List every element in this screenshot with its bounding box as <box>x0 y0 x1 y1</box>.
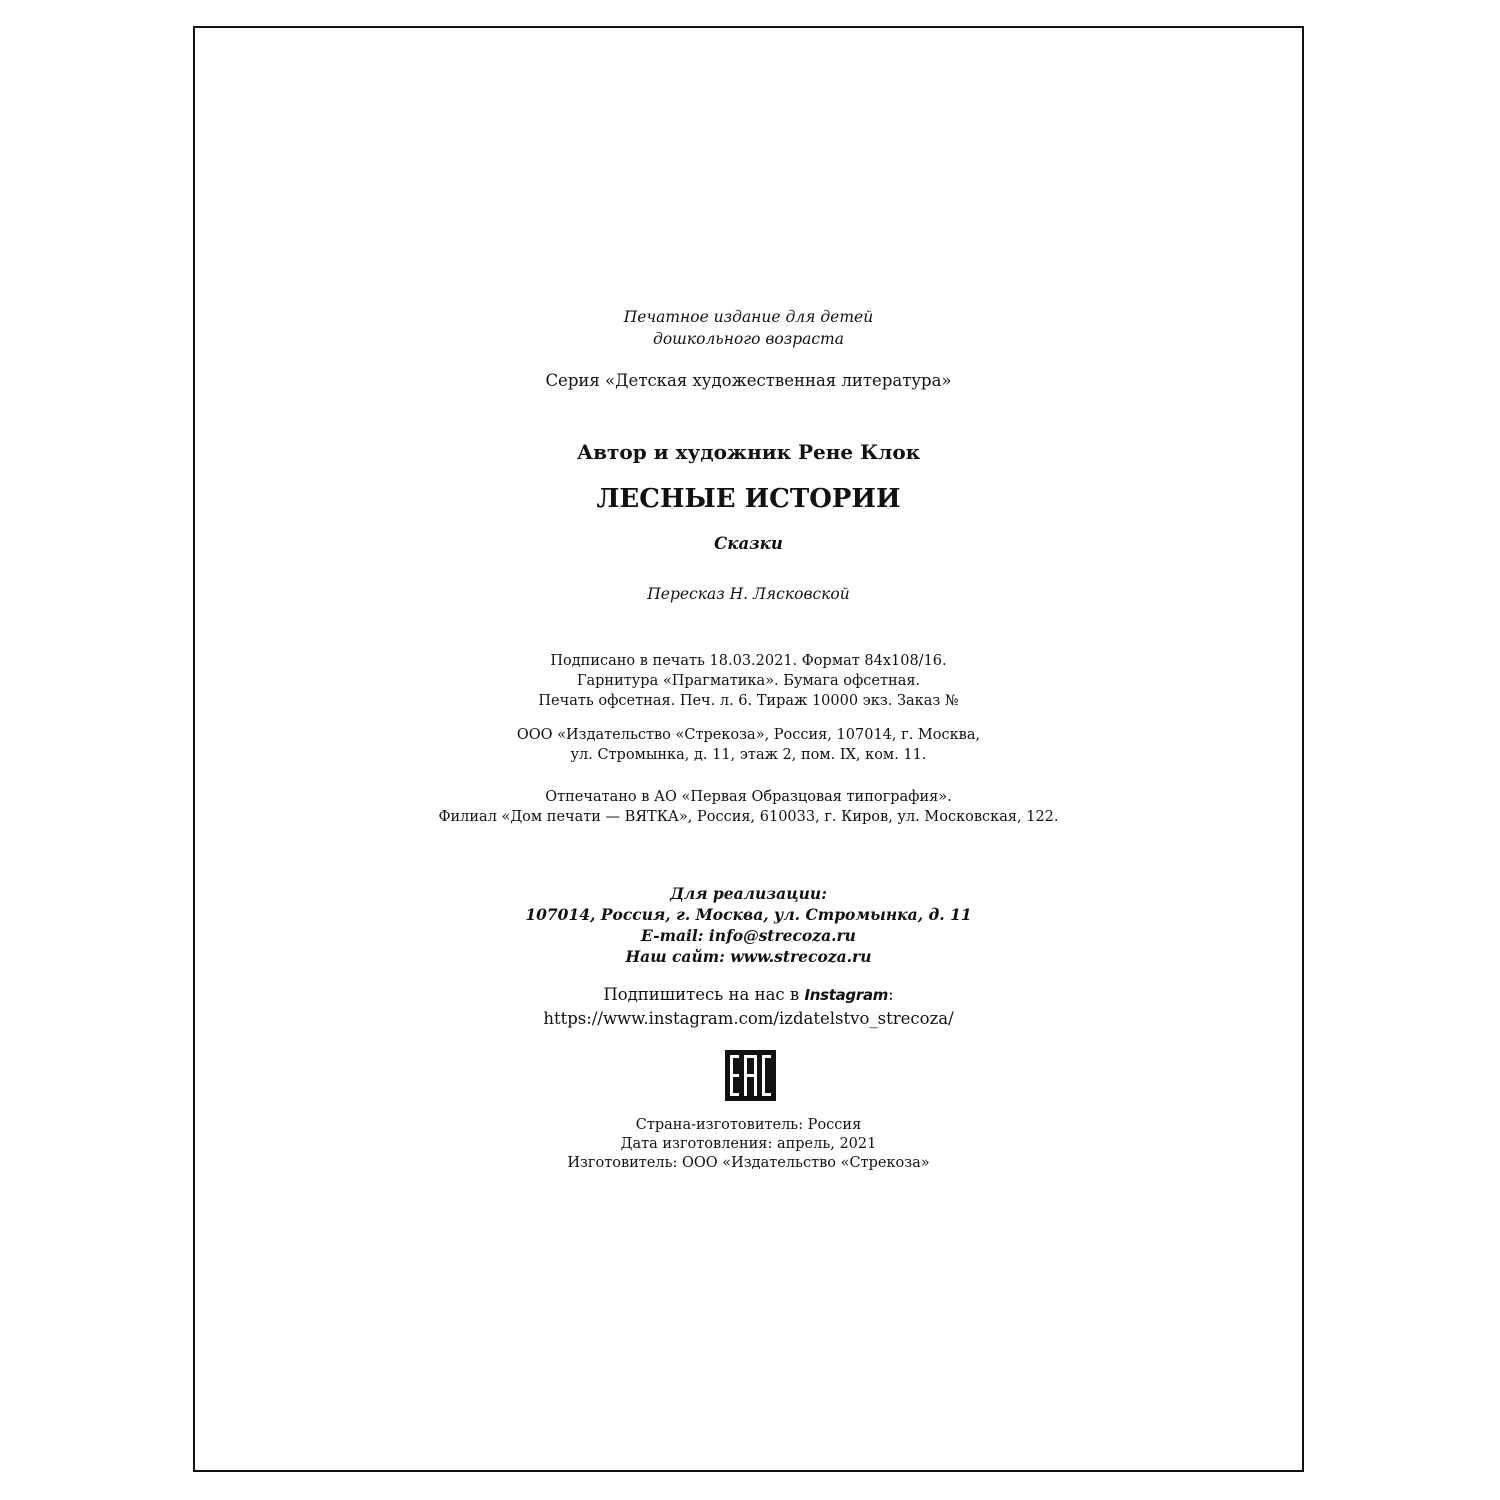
audience-note <box>195 306 1302 350</box>
print-info-line-2: Гарнитура «Прагматика». Бумага офсетная. <box>576 673 921 689</box>
print-info-line-1: Подписано в печать 18.03.2021. Формат 84x108/16. <box>550 653 947 669</box>
retold-by <box>195 582 1302 606</box>
printed-by-line-1: Отпечатано в АО «Первая Образцовая типография». <box>545 789 952 805</box>
manufacturer-date: Дата изготовления: апрель, 2021 <box>620 1136 877 1152</box>
audience-line-2: дошкольного возраста <box>653 330 844 348</box>
sales-line-1: Для реализации: <box>670 884 827 903</box>
imprint-page <box>193 26 1304 1472</box>
author-text: Автор и художник Рене Клок <box>576 440 921 464</box>
publisher-line-2: ул. Стромынка, д. 11, этаж 2, пом. IX, ком. 11. <box>570 747 927 763</box>
genre-text: Сказки <box>714 534 783 553</box>
sales-email: E-mail: info@strecoza.ru <box>641 926 856 945</box>
author-line <box>195 439 1302 465</box>
instagram-brand: Instagram <box>804 986 889 1004</box>
printed-by <box>195 787 1302 827</box>
series-line: Серия «Детская художественная литература» <box>545 371 952 390</box>
subscribe-suffix: : <box>888 985 894 1004</box>
eac-mark-icon <box>725 1050 776 1101</box>
manufacturer-info <box>195 1116 1302 1173</box>
print-info <box>195 651 1302 711</box>
publisher-line-1: ООО «Издательство «Стрекоза», Россия, 107014, г. Москва, <box>516 727 981 743</box>
subscribe-prefix: Подпишитесь на нас в <box>603 985 805 1004</box>
manufacturer-country: Страна-изготовитель: Россия <box>635 1117 862 1133</box>
instagram-url: https://www.instagram.com/izdatelstvo_strecoza/ <box>543 1009 954 1028</box>
subscribe-line <box>195 983 1302 1007</box>
book-title <box>195 483 1302 515</box>
print-info-line-3: Печать офсетная. Печ. л. 6. Тираж 10000 экз. Заказ № <box>538 693 959 709</box>
printed-by-line-2: Филиал «Дом печати — ВЯТКА», Россия, 610033, г. Киров, ул. Московская, 122. <box>438 809 1059 825</box>
sales-website: Наш сайт: www.strecoza.ru <box>625 947 872 966</box>
retold-by-text: Пересказ Н. Лясковской <box>647 585 850 603</box>
publisher-info <box>195 725 1302 765</box>
sales-contacts <box>195 883 1302 967</box>
manufacturer-name: Изготовитель: ООО «Издательство «Стрекоза» <box>567 1155 930 1171</box>
series-name <box>195 369 1302 393</box>
audience-line-1: Печатное издание для детей <box>623 308 874 326</box>
genre-line <box>195 532 1302 556</box>
book-title-text: ЛЕСНЫЕ ИСТОРИИ <box>596 484 901 514</box>
subscribe-note <box>195 983 1302 1030</box>
sales-line-2: 107014, Россия, г. Москва, ул. Стромынка, д. 11 <box>525 905 972 924</box>
